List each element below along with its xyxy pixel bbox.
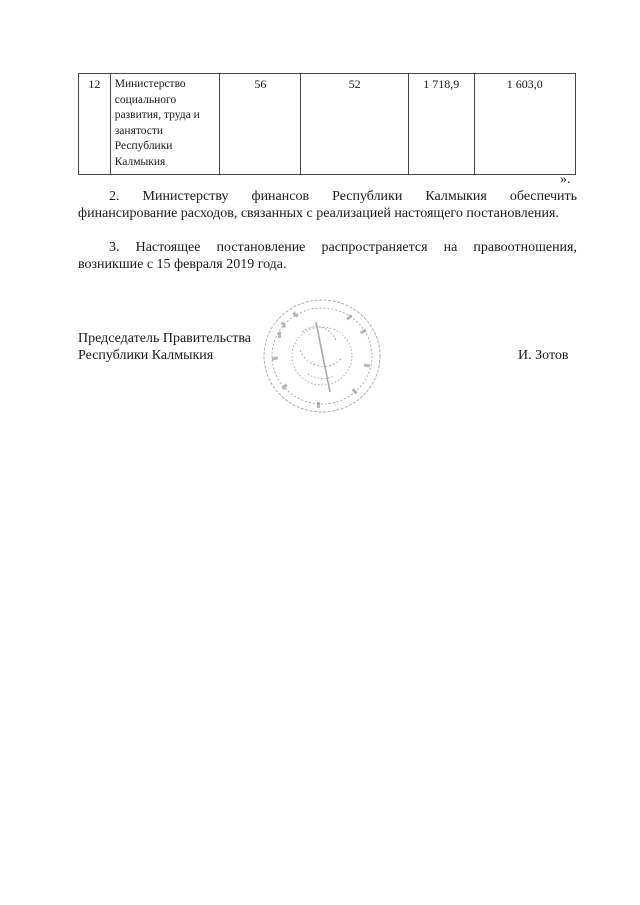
ministry-name-line: занятости <box>114 124 164 137</box>
signatory-title-line-2: Республики Калмыкия <box>78 348 214 363</box>
row-number-cell: 12 <box>79 74 111 175</box>
closing-quote: ». <box>560 172 571 187</box>
paragraph-3-text: 3. Настоящее постановление распространяется на правоотношения, возникшие с 15 февраля 2019 года. <box>78 240 577 272</box>
ministry-name-line: Калмыкия <box>114 155 166 168</box>
signatory-title <box>78 330 251 364</box>
paragraph-3 <box>78 239 577 273</box>
table-row <box>79 74 576 175</box>
ministry-name-line: Министерство <box>114 78 186 90</box>
signatory-name: И. Зотов <box>518 348 569 363</box>
value-cell-2: 52 <box>301 74 409 175</box>
financing-table <box>78 73 576 175</box>
ministry-name-line: развития, труда и <box>114 109 200 121</box>
value-cell-3: 1 718,9 <box>408 74 474 175</box>
paragraph-2-text: 2. Министерству финансов Республики Калмыкия обеспечить финансирование расходов, связанных с реализацией настоящего постановления. <box>78 189 577 221</box>
ministry-name-line: социального <box>114 93 177 106</box>
ministry-name-cell <box>110 74 220 175</box>
value-cell-1: 56 <box>220 74 301 175</box>
signatory-title-line-1: Председатель Правительства <box>78 331 251 346</box>
value-cell-4: 1 603,0 <box>474 74 575 175</box>
ministry-name-line: Республики <box>114 140 173 152</box>
official-seal-stamp <box>258 292 388 420</box>
paragraph-2 <box>78 188 577 222</box>
